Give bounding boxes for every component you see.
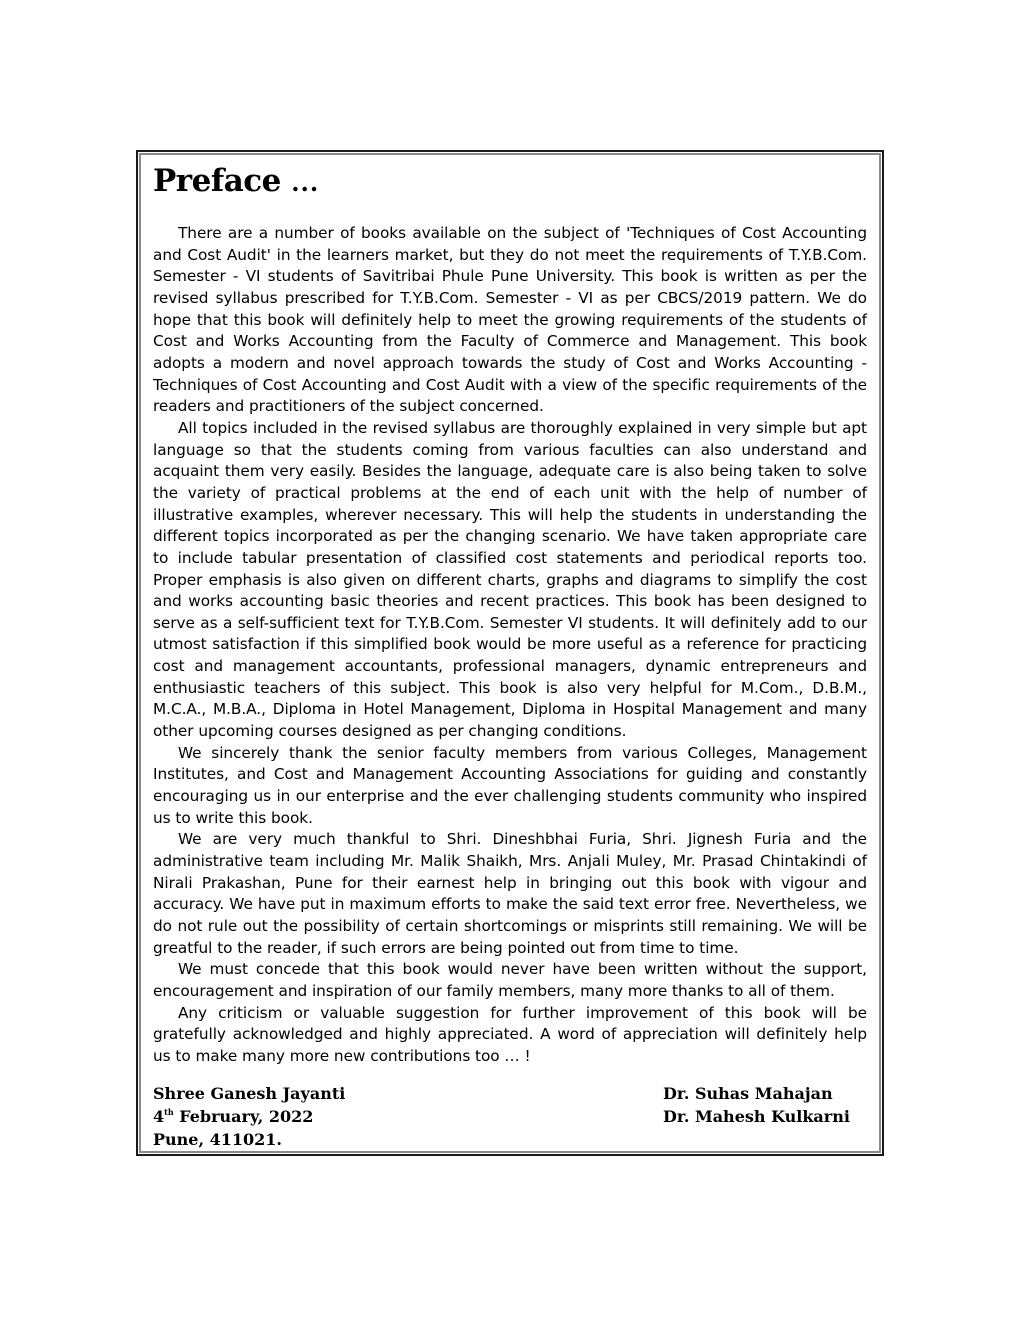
preface-frame bbox=[136, 150, 884, 1156]
paragraph-2: All topics included in the revised syllabus are thoroughly explained in very simple but apt language so that the students coming from various faculties can also understand and acquaint them very easily. Besides the language, adequate care is also being taken to solve the variety of practical problems at the end of each unit with the help of number of illustrative examples, wherever necessary. This will help the students in understanding the different topics incorporated as per the changing scenario. We have taken appropriate care to include tabular presentation of classified cost statements and periodical reports too. Proper emphasis is also given on different charts, graphs and diagrams to simplify the cost and works accounting basic theories and recent practices. This book has been designed to serve as a self-sufficient text for T.Y.B.Com. Semester VI students. It will definitely add to our utmost satisfaction if this simplified book would be more useful as a reference for practicing cost and management accountants, professional managers, dynamic entrepreneurs and enthusiastic teachers of this subject. This book is also very helpful for M.Com., D.B.M., M.C.A., M.B.A., Diploma in Hotel Management, Diploma in Hospital Management and many other upcoming courses designed as per changing conditions. bbox=[153, 418, 867, 741]
preface-frame-inner bbox=[139, 153, 881, 1153]
paragraph-3: We sincerely thank the senior faculty members from various Colleges, Management Institutes, and Cost and Management Accounting Associations for guiding and constantly encouraging us in our enterprise and the ever challenging students community who inspired us to write this book. bbox=[153, 743, 867, 827]
paragraph-4: We are very much thankful to Shri. Dineshbhai Furia, Shri. Jignesh Furia and the administrative team including Mr. Malik Shaikh, Mrs. Anjali Muley, Mr. Prasad Chintakindi of Nirali Prakashan, Pune for their earnest help in bringing out this book with vigour and accuracy. We have put in maximum efforts to make the said text error free. Nevertheless, we do not rule out the possibility of certain shortcomings or misprints still remaining. We will be greatful to the reader, if such errors are being pointed out from time to time. bbox=[153, 830, 867, 957]
paragraph-1: There are a number of books available on the subject of 'Techniques of Cost Accounting and Cost Audit' in the learners market, but they do not meet the requirements of T.Y.B.Com. Semester - VI students of Savitribai Phule Pune University. This book is written as per the revised syllabus prescribed for T.Y.B.Com. Semester - VI as per CBCS/2019 pattern. We do hope that this book will definitely help to meet the growing requirements of the students of Cost and Works Accounting from the Faculty of Commerce and Management. This book adopts a modern and novel approach towards the study of Cost and Works Accounting - Techniques of Cost Accounting and Cost Audit with a view of the specific requirements of the readers and practitioners of the subject concerned. bbox=[153, 224, 867, 416]
signoff-place: Pune, 411021. bbox=[153, 1130, 282, 1149]
signoff-occasion: Shree Ganesh Jayanti bbox=[153, 1084, 346, 1103]
signoff-date bbox=[153, 1105, 345, 1128]
page-title-text: Preface bbox=[153, 163, 281, 199]
preface-body bbox=[153, 223, 867, 1068]
signoff-date-rest: February, 2022 bbox=[179, 1107, 314, 1126]
signoff-left bbox=[153, 1082, 345, 1151]
page-title bbox=[153, 161, 867, 207]
page-title-suffix: ... bbox=[291, 168, 320, 197]
author-2: Dr. Mahesh Kulkarni bbox=[663, 1107, 850, 1126]
signoff-right bbox=[663, 1082, 850, 1128]
signoff-date-suffix: th bbox=[164, 1107, 174, 1117]
author-1: Dr. Suhas Mahajan bbox=[663, 1084, 833, 1103]
signoff-date-day: 4 bbox=[153, 1107, 165, 1126]
paragraph-6: Any criticism or valuable suggestion for further improvement of this book will be gratefully acknowledged and highly appreciated. A word of appreciation will definitely help us to make many more new contributions too … ! bbox=[153, 1003, 867, 1065]
paragraph-5: We must concede that this book would never have been written without the support, encouragement and inspiration of our family members, many more thanks to all of them. bbox=[153, 960, 867, 1000]
